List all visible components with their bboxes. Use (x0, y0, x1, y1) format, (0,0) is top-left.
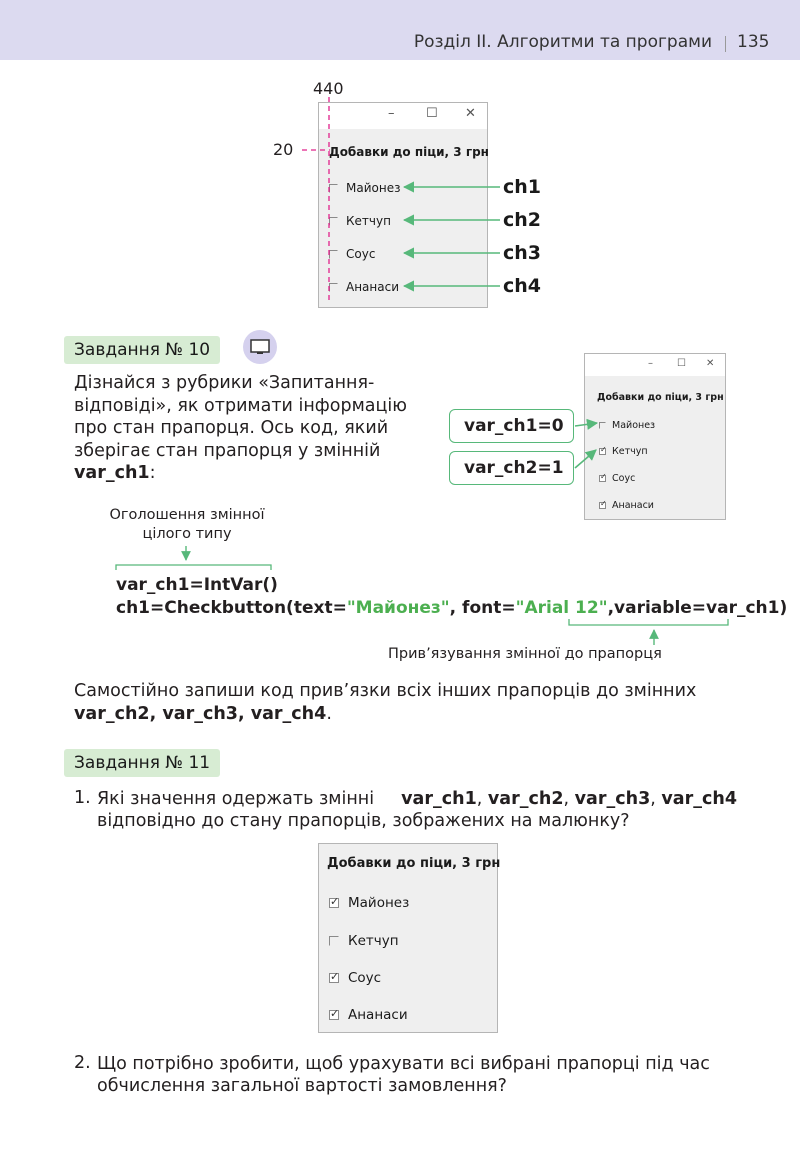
check-icon: ✓ (330, 895, 340, 908)
var-name: var_ch1 (401, 789, 477, 809)
checkbox-box[interactable] (329, 283, 338, 292)
checkbox-ketchup[interactable] (599, 446, 648, 457)
var-name: var_ch2 (487, 789, 564, 809)
checkbox-label: Кетчуп (348, 933, 399, 949)
checkbox-box[interactable] (329, 895, 340, 908)
follow-end: . (326, 703, 332, 724)
question-2-text (97, 1053, 737, 1097)
checkbox-label: Майонез (612, 420, 656, 431)
pizza-window-3 (318, 843, 501, 1033)
question-1-number: 1. (74, 788, 91, 808)
code-line-1: var_ch1=IntVar() (116, 575, 278, 595)
checkbox-box[interactable] (329, 970, 340, 983)
q1-vars: var_ch1, var_ch2, var_ch3, var_ch4 (401, 789, 737, 809)
bracket-binding (569, 619, 728, 625)
code-line-2 (116, 598, 787, 618)
checkbox-label: Майонез (346, 181, 401, 195)
code-string: "Arial 12" (515, 598, 608, 618)
text-line: зберігає стан прапорця у змінній (74, 440, 381, 461)
question-2-line-1: Що потрібно зробити, щоб урахувати всі вибрані прапорці під час (97, 1054, 710, 1074)
var-name: var_ch1 (74, 463, 150, 483)
pizza-window-2 (584, 353, 726, 520)
callout-ch4: ch4 (503, 275, 542, 297)
task-11-badge: Завдання № 11 (64, 749, 220, 777)
page-header (0, 0, 800, 60)
checkbox-mayonnaise[interactable] (329, 181, 400, 195)
checkbox-box[interactable] (599, 422, 606, 429)
follow-vars: var_ch2, var_ch3, var_ch4 (74, 703, 327, 724)
callout-ch2: ch2 (503, 209, 542, 231)
checkbox-box[interactable] (329, 936, 339, 946)
checkbox-sauce[interactable] (329, 247, 375, 261)
page-number: 135 (737, 32, 770, 52)
checkbox-label: Кетчуп (612, 446, 648, 457)
checkbox-pineapple[interactable] (329, 280, 399, 294)
header-separator (725, 36, 726, 52)
var-box-ch1: var_ch1=0 (449, 409, 574, 443)
minimize-icon[interactable]: – (648, 358, 653, 369)
window-title: Добавки до піци, 3 грн (597, 392, 724, 403)
question-1-line-2: відповідно до стану прапорців, зображених на малюнку? (97, 811, 630, 831)
task-10-text (74, 372, 434, 485)
checkbox-label: Ананаси (348, 1007, 408, 1023)
checkbox-pineapple[interactable] (329, 1007, 408, 1023)
checkbox-box[interactable] (329, 250, 338, 259)
task-10-badge: Завдання № 10 (64, 336, 220, 364)
close-icon[interactable]: ✕ (465, 106, 476, 121)
checkbox-label: Ананаси (612, 500, 654, 511)
checkbox-sauce[interactable] (599, 473, 635, 484)
checkbox-box[interactable] (329, 1007, 340, 1020)
checkbox-mayonnaise[interactable] (329, 895, 409, 911)
text-line: про стан прапорця. Ось код, який (74, 418, 389, 438)
check-icon: ✓ (600, 445, 607, 454)
question-2-number: 2. (74, 1053, 91, 1073)
text-line: Дізнайся з рубрики «Запитання- (74, 373, 375, 393)
checkbox-label: Ананаси (346, 280, 400, 294)
annotation-declaration: Оголошення змінної цілого типу (109, 507, 265, 542)
checkbox-label: Соус (348, 970, 382, 986)
monitor-glyph (243, 330, 277, 364)
check-icon: ✓ (600, 472, 607, 481)
check-icon: ✓ (600, 499, 607, 508)
q1-pre: Які значення одержать змінні (97, 789, 375, 809)
checkbox-ketchup[interactable] (329, 933, 399, 949)
code-string: "Майонез" (346, 598, 450, 618)
question-2-line-2: обчислення загальної вартості замовлення? (97, 1076, 507, 1096)
checkbox-label: Майонез (348, 895, 410, 911)
bracket-declaration (116, 565, 271, 570)
follow-up-text (74, 680, 734, 725)
colon: : (149, 463, 156, 483)
maximize-icon[interactable]: ☐ (677, 358, 686, 369)
text-line (74, 462, 434, 485)
minimize-icon[interactable]: – (388, 106, 395, 121)
window-titlebar (319, 103, 487, 129)
checkbox-box[interactable] (599, 445, 607, 455)
question-1-text (97, 788, 737, 832)
var-name: var_ch4 (661, 789, 737, 809)
annotation-binding: Прив’язування змінної до прапорця (388, 646, 662, 662)
pizza-window-1 (318, 102, 488, 308)
checkbox-ketchup[interactable] (329, 214, 391, 228)
checkbox-label: Соус (346, 247, 376, 261)
dimension-x-label: 440 (313, 79, 344, 98)
callout-ch1: ch1 (503, 176, 542, 198)
checkbox-sauce[interactable] (329, 970, 381, 986)
question-1-line-1 (97, 788, 737, 810)
text-line: відповіді», як отримати інформацію (74, 395, 408, 416)
dimension-y-label: 20 (273, 140, 294, 159)
maximize-icon[interactable]: ☐ (426, 106, 438, 121)
check-icon: ✓ (330, 970, 340, 983)
window-titlebar (585, 354, 725, 376)
monitor-icon (243, 330, 277, 364)
code-part: ,variable=var_ch1) (607, 598, 788, 618)
checkbox-box[interactable] (599, 472, 607, 482)
follow-text: Самостійно запиши код прив’язки всіх інших прапорців до змінних (74, 681, 697, 701)
callout-ch3: ch3 (503, 242, 542, 264)
check-icon: ✓ (330, 1007, 340, 1020)
checkbox-pineapple[interactable] (599, 500, 654, 511)
chapter-title: Розділ ІІ. Алгоритми та програми (413, 32, 712, 52)
checkbox-box[interactable] (329, 217, 338, 226)
window-title: Добавки до піци, 3 грн (327, 856, 501, 871)
checkbox-mayonnaise[interactable] (599, 420, 655, 431)
close-icon[interactable]: ✕ (706, 358, 715, 369)
var-box-ch2: var_ch2=1 (449, 451, 574, 485)
checkbox-box[interactable] (599, 499, 607, 509)
code-part: ch1=Checkbutton(text= (116, 598, 347, 618)
checkbox-label: Соус (612, 473, 636, 484)
code-part: , font= (449, 598, 516, 618)
var-name: var_ch3 (574, 789, 651, 809)
checkbox-box[interactable] (329, 184, 338, 193)
window-title: Добавки до піци, 3 грн (329, 145, 489, 159)
checkbox-label: Кетчуп (346, 214, 391, 228)
